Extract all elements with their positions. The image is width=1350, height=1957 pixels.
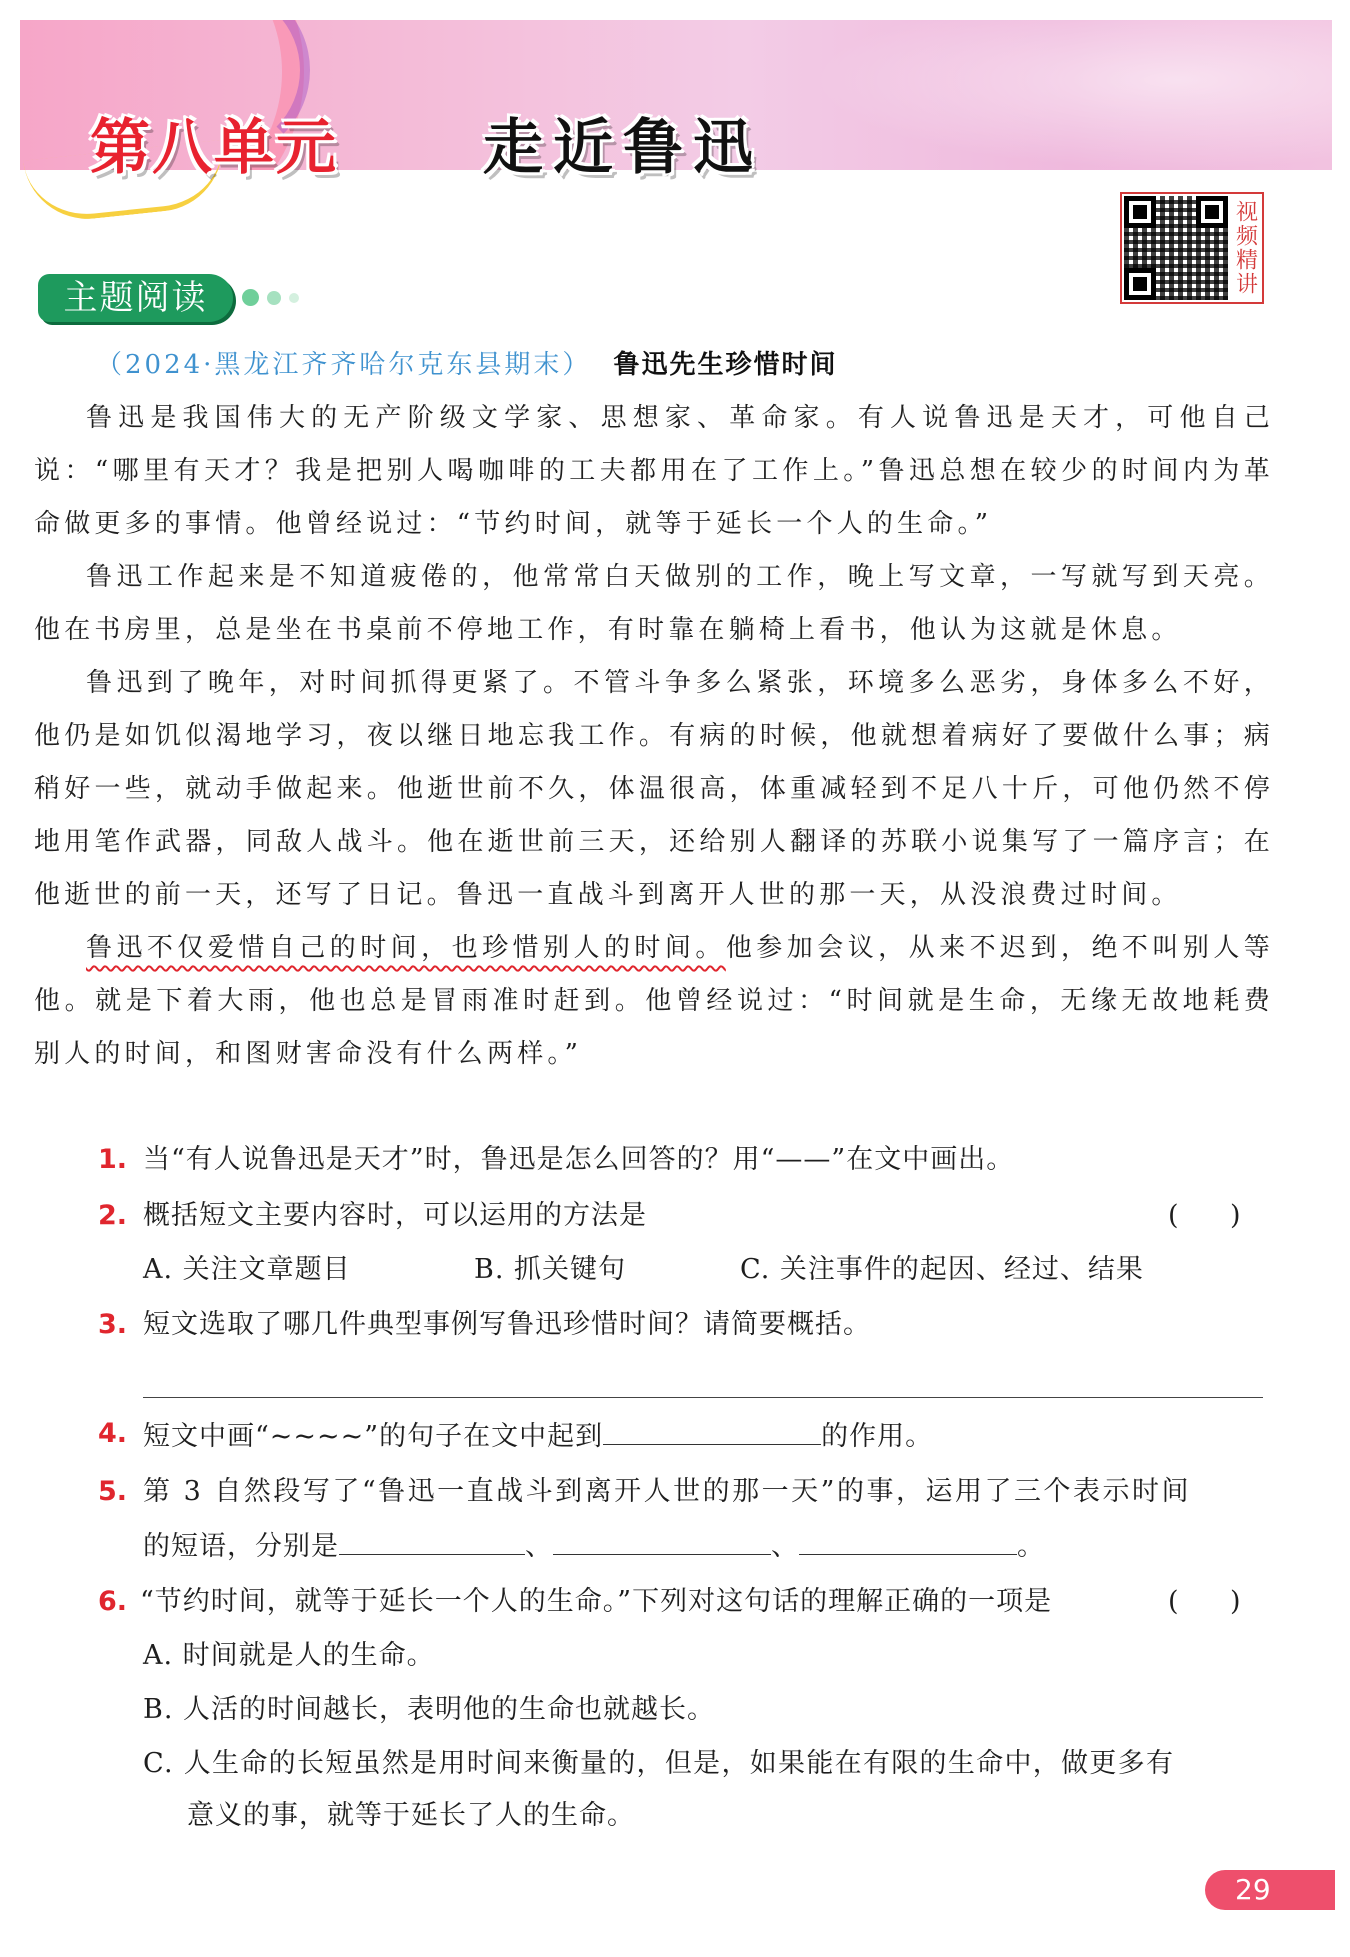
- question-5-line-1: 第 3 自然段写了“鲁迅一直战斗到离开人世的那一天”的事，运用了三个表示时间: [143, 1476, 1191, 1507]
- answer-blank[interactable]: [339, 1524, 525, 1555]
- qr-code-icon: [1124, 196, 1228, 300]
- passage-title: 鲁迅先生珍惜时间: [613, 350, 838, 380]
- question-number: 4.: [98, 1418, 128, 1449]
- answer-parentheses[interactable]: ( ): [1168, 1586, 1241, 1617]
- unit-number-title: 第八单元: [90, 113, 338, 183]
- question-number: 6.: [98, 1586, 128, 1617]
- question-number: 5.: [98, 1476, 128, 1507]
- question-2-text: 概括短文主要内容时，可以运用的方法是: [143, 1200, 647, 1231]
- separator: 、: [525, 1531, 553, 1562]
- wavy-underlined-sentence: 鲁迅不仅爱惜自己的时间，也珍惜别人的时间。: [86, 933, 726, 963]
- answer-blank[interactable]: [799, 1524, 1017, 1555]
- answer-blank[interactable]: [553, 1524, 771, 1555]
- question-4-text: [143, 1414, 933, 1457]
- answer-parentheses[interactable]: ( ): [1168, 1200, 1241, 1231]
- option-a[interactable]: A. 关注文章题目: [143, 1254, 351, 1285]
- passage-source: （2024·黑龙江齐齐哈尔克东县期末）: [96, 350, 592, 380]
- question-5-line-2: [143, 1524, 1045, 1567]
- answer-blank[interactable]: [603, 1414, 821, 1445]
- reading-passage: [34, 392, 1274, 1081]
- decorative-glow: [812, 20, 1332, 170]
- option-b[interactable]: B. 人活的时间越长，表明他的生命也就越长。: [143, 1694, 716, 1725]
- video-qr-code[interactable]: [1120, 192, 1264, 304]
- question-1-text: 当“有人说鲁迅是天才”时，鲁迅是怎么回答的？用“——”在文中画出。: [143, 1144, 1015, 1175]
- paragraph-4: [34, 922, 1274, 1081]
- section-badge: 主题阅读: [38, 274, 233, 322]
- question-4-prefix: 短文中画“~~~~”的句子在文中起到: [143, 1421, 604, 1452]
- paragraph-4-rest: 他参加会议，从来不迟到，绝不叫别人等他。就是下着大雨，他也总是冒雨准时赶到。他曾经说过：“时间就是生命，无缘无故地耗费别人的时间，和图财害命没有什么两样。”: [34, 933, 1275, 1069]
- page-number: 29: [1205, 1870, 1335, 1910]
- question-number: 1.: [98, 1144, 128, 1175]
- option-c-continued: 意义的事，就等于延长了人的生命。: [187, 1800, 635, 1831]
- unit-theme-title: 走近鲁迅: [483, 113, 763, 183]
- separator: 、: [771, 1531, 799, 1562]
- passage-heading: [96, 344, 837, 381]
- option-c[interactable]: C. 关注事件的起因、经过、结果: [740, 1254, 1144, 1285]
- question-3-text: 短文选取了哪几件典型事例写鲁迅珍惜时间？请简要概括。: [143, 1309, 871, 1340]
- question-number: 2.: [98, 1200, 128, 1231]
- paragraph-2: 鲁迅工作起来是不知道疲倦的，他常常白天做别的工作，晚上写文章，一写就写到天亮。他在书房里，总是坐在书桌前不停地工作，有时靠在躺椅上看书，他认为这就是休息。: [34, 562, 1274, 645]
- question-number: 3.: [98, 1309, 128, 1340]
- option-b[interactable]: B. 抓关键句: [474, 1254, 627, 1285]
- decorative-dots: [242, 289, 299, 306]
- answer-line[interactable]: [143, 1397, 1263, 1398]
- question-5-prefix: 的短语，分别是: [143, 1531, 339, 1562]
- question-4-suffix: 的作用。: [821, 1421, 934, 1452]
- qr-label: 视频精讲: [1230, 194, 1260, 302]
- question-5-end: 。: [1017, 1531, 1045, 1562]
- option-a[interactable]: A. 时间就是人的生命。: [143, 1640, 435, 1671]
- paragraph-1: 鲁迅是我国伟大的无产阶级文学家、思想家、革命家。有人说鲁迅是天才，可他自己说：“哪里有天才？我是把别人喝咖啡的工夫都用在了工作上。”鲁迅总想在较少的时间内为革命做更多的事情。他曾经说过：“节约时间，就等于延长一个人的生命。”: [34, 403, 1274, 539]
- question-6-text: “节约时间，就等于延长一个人的生命。”下列对这句话的理解正确的一项是: [140, 1586, 1053, 1617]
- option-c[interactable]: C. 人生命的长短虽然是用时间来衡量的，但是，如果能在有限的生命中，做更多有: [143, 1748, 1175, 1779]
- paragraph-3: 鲁迅到了晚年，对时间抓得更紧了。不管斗争多么紧张，环境多么恶劣，身体多么不好，他仍是如饥似渴地学习，夜以继日地忘我工作。有病的时候，他就想着病好了要做什么事；病稍好一些，就动手做起来。他逝世前不久，体温很高，体重减轻到不足八十斤，可他仍然不停地用笔作武器，同敌人战斗。他在逝世前三天，还给别人翻译的苏联小说集写了一篇序言；在他逝世的前一天，还写了日记。鲁迅一直战斗到离开人世的那一天，从没浪费过时间。: [34, 668, 1274, 910]
